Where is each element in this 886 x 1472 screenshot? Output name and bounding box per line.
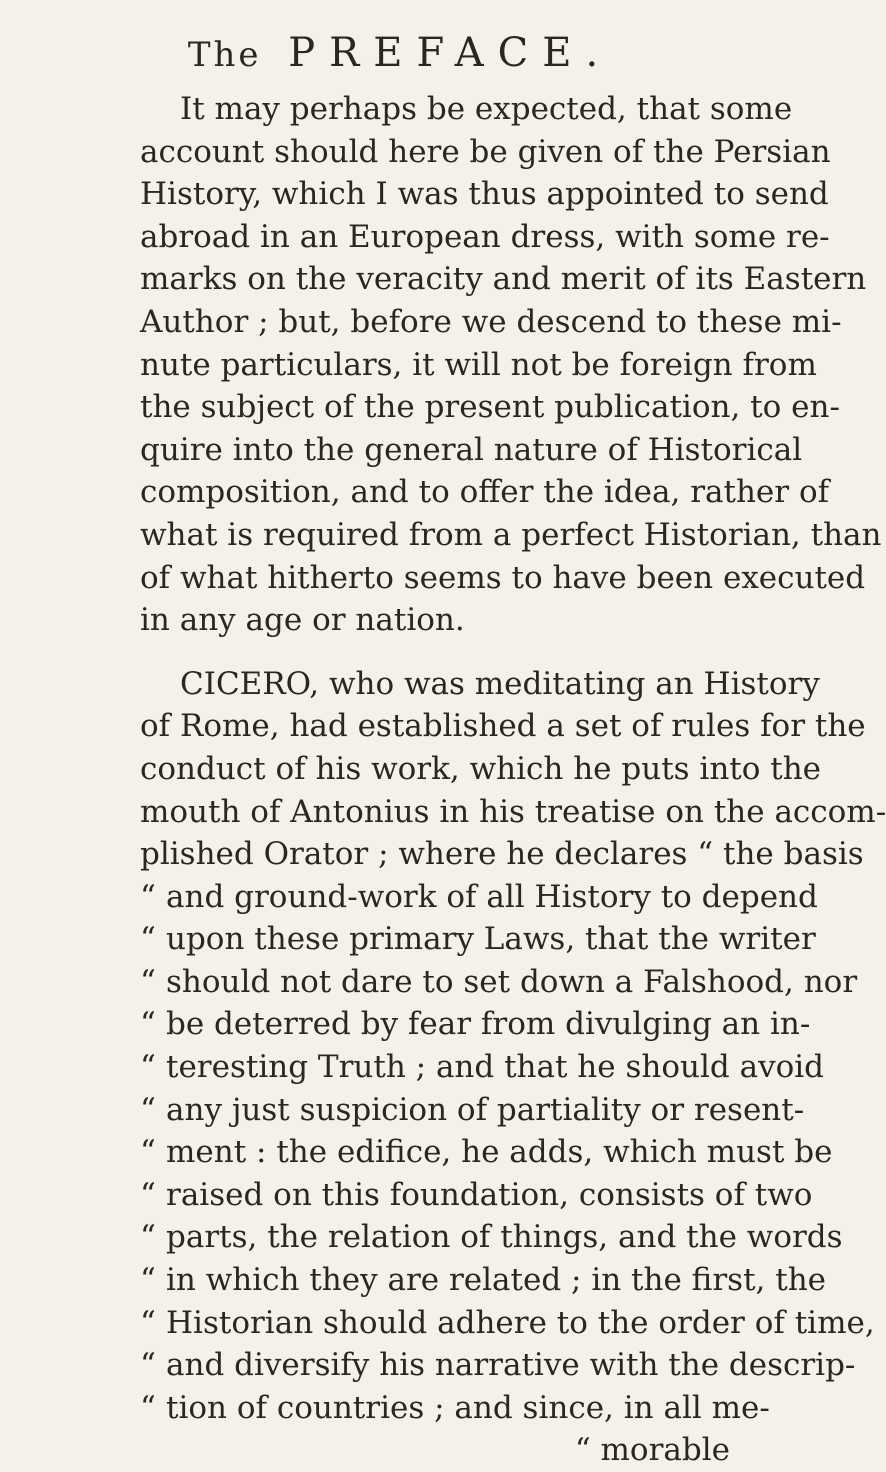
text-line [140,1174,813,1217]
text-line: account should here be given of the Persian [140,133,831,170]
catchword: “ morable [574,1432,730,1469]
quote-mark: “ [140,1262,156,1299]
line-text: should not dare to set down a Falshood, nor [166,963,858,1000]
line-text: upon these primary Laws, that the writer [166,921,816,958]
header-preface: PREFACE. [288,30,613,76]
line-text: plished Orator ; where he declares “ the basis [140,836,864,873]
line-text: and diversify his narrative with the descrip- [166,1347,856,1384]
line-text: parts, the relation of things, and the words [166,1219,843,1256]
line-text: tion of countries ; and since, in all me- [166,1389,770,1426]
text-line [140,705,866,748]
text-line: composition, and to offer the idea, rather of [140,474,830,511]
text-line [140,1387,770,1430]
quote-mark: “ [140,1006,156,1043]
text-line [140,1344,856,1387]
text-line [140,663,820,706]
text-line [140,1216,843,1259]
text-line: abroad in an European dress, with some re- [140,218,830,255]
quote-mark: “ [140,1389,156,1426]
quote-mark: “ [140,1049,156,1086]
quote-mark: “ [140,1091,156,1128]
quote-mark: “ [140,1347,156,1384]
text-line [140,1003,811,1046]
line-text: CICERO, who was meditating an History [180,665,820,702]
text-line [140,1089,805,1132]
text-line [140,1046,825,1089]
paragraph-1 [140,88,882,642]
quote-mark: “ [140,1176,156,1213]
text-line [140,748,822,791]
quote-mark: “ [140,921,156,958]
line-text: raised on this foundation, consists of two [166,1176,813,1213]
quote-mark: “ [140,878,156,915]
text-line [140,918,816,961]
quote-mark: “ [140,963,156,1000]
header-the: The [187,35,262,75]
line-text: be deterred by fear from divulging an in- [166,1006,811,1043]
text-line [140,1259,827,1302]
line-text: mouth of Antonius in his treatise on the accom- [140,793,886,830]
line-text: conduct of his work, which he puts into the [140,750,822,787]
text-line [140,1131,833,1174]
quote-mark: “ [140,1304,156,1341]
text-line: History, which I was thus appointed to send [140,176,829,213]
text-line [140,1302,875,1345]
text-line: Author ; but, before we descend to these mi- [140,303,842,340]
line-text: any just suspicion of partiality or resent- [166,1091,805,1128]
text-line: in any age or nation. [140,602,465,639]
running-header [0,30,800,76]
text-line [140,876,818,919]
line-text: Historian should adhere to the order of time, [166,1304,875,1341]
line-text: ment : the edifice, he adds, which must be [166,1134,833,1171]
text-line [140,791,886,834]
line-text: teresting Truth ; and that he should avoid [166,1049,825,1086]
paragraph-2 [140,663,886,1430]
quote-mark: “ [140,1219,156,1256]
text-line: of what hitherto seems to have been executed [140,559,866,596]
text-body [140,88,886,1472]
text-line: marks on the veracity and merit of its Eastern [140,261,867,298]
line-text: of Rome, had established a set of rules for the [140,708,866,745]
text-line: It may perhaps be expected, that some [180,91,793,127]
text-line: quire into the general nature of Historical [140,431,803,468]
line-text: and ground-work of all History to depend [166,878,818,915]
text-line: the subject of the present publication, to en- [140,389,840,426]
text-line [140,833,864,876]
quote-mark: “ [140,1134,156,1171]
text-line [140,961,858,1004]
text-line: what is required from a perfect Historian, than [140,516,882,553]
line-text: in which they are related ; in the first, the [166,1262,827,1299]
text-line: nute particulars, it will not be foreign from [140,346,817,383]
